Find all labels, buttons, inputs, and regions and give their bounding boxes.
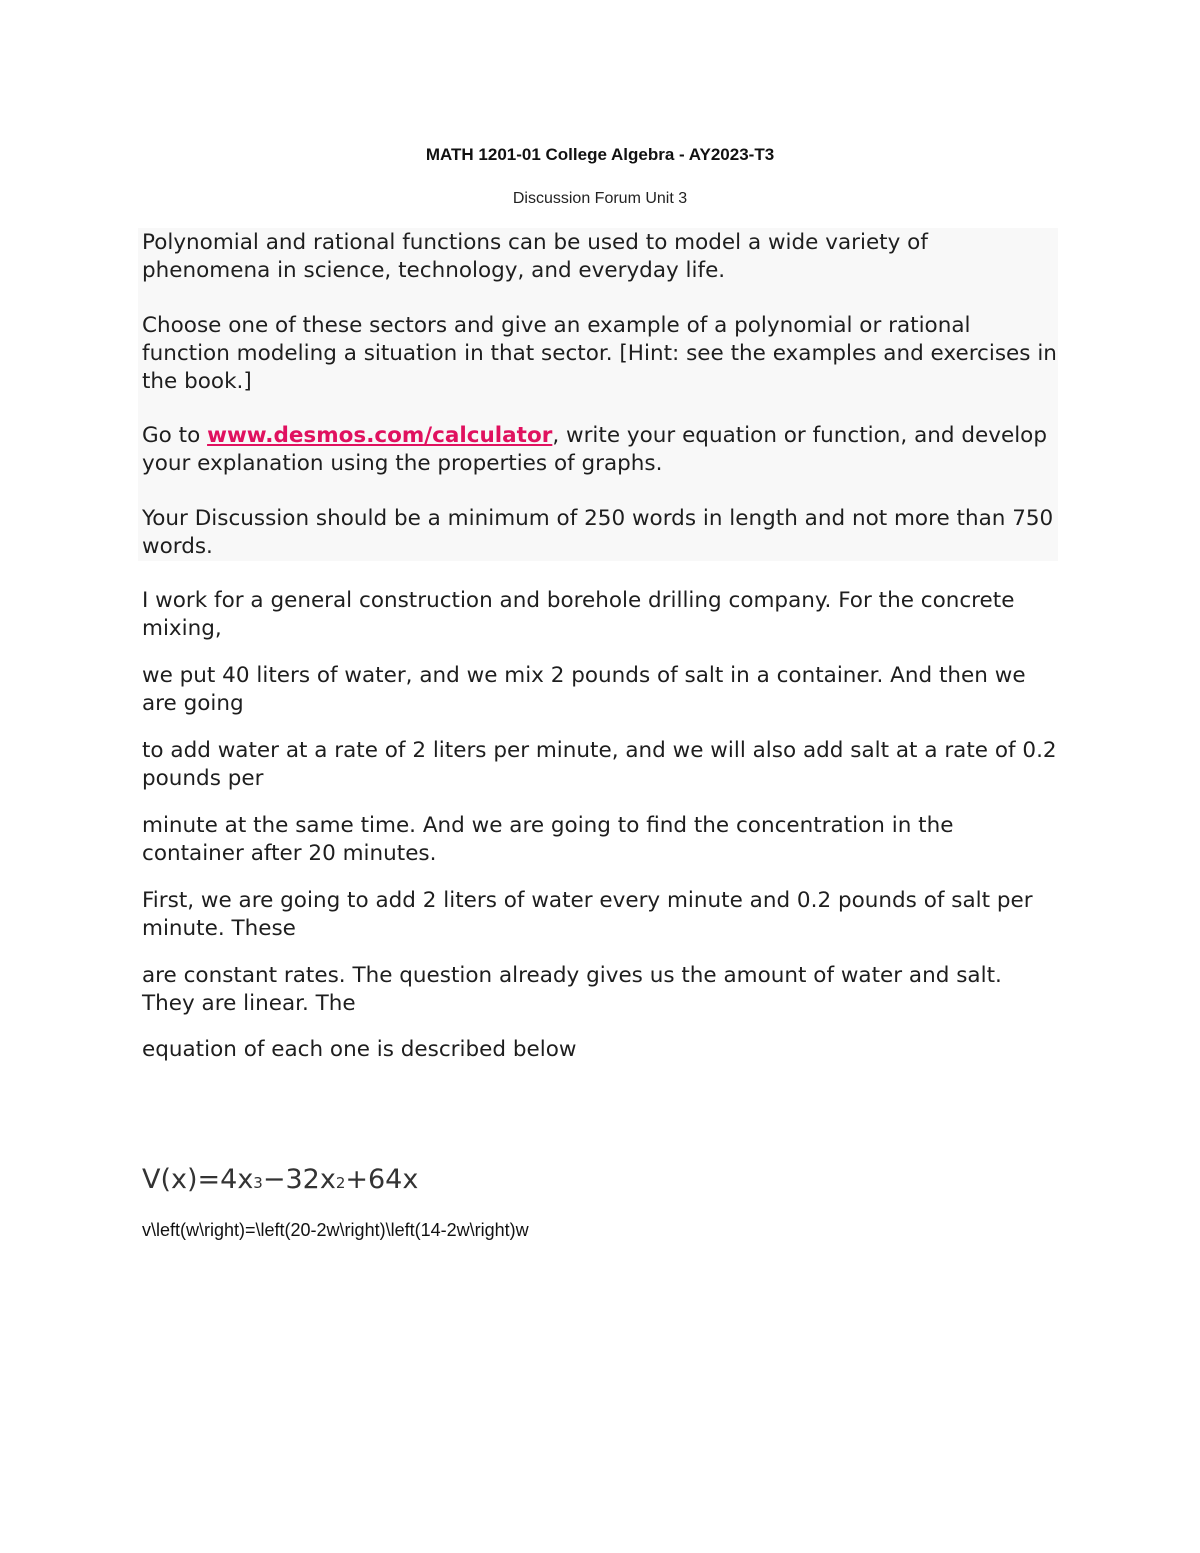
formula-part-3: +64x bbox=[345, 1164, 419, 1195]
formula-exponent-1: 3 bbox=[253, 1174, 263, 1192]
prompt-paragraph-2: Choose one of these sectors and give an example of a polynomial or rational function modeling a situation in that sector. [Hint: see the examples and exercises in the book.] bbox=[142, 313, 1057, 394]
formula-exponent-2: 2 bbox=[335, 1174, 346, 1192]
response-paragraph-4: minute at the same time. And we are going to find the concentration in the container after 20 minutes. bbox=[142, 813, 954, 866]
prompt-paragraph-1: Polynomial and rational functions can be used to model a wide variety of phenomena in science, technology, and everyday life. bbox=[142, 230, 928, 283]
volume-formula bbox=[142, 1163, 418, 1200]
document-subtitle: Discussion Forum Unit 3 bbox=[512, 190, 688, 207]
prompt-paragraph-3-start: Go to bbox=[142, 423, 208, 448]
response-paragraph-6: are constant rates. The question already gives us the amount of water and salt. They are linear. The bbox=[142, 963, 1002, 1016]
response-paragraph-7: equation of each one is described below bbox=[142, 1037, 577, 1062]
response-paragraph-3: to add water at a rate of 2 liters per minute, and we will also add salt at a rate of 0.2 pounds per bbox=[142, 738, 1057, 791]
formula-part-2: −32x bbox=[262, 1164, 336, 1195]
response-paragraph-5: First, we are going to add 2 liters of water every minute and 0.2 pounds of salt per minute. These bbox=[142, 888, 1033, 941]
response-paragraph-2: we put 40 liters of water, and we mix 2 pounds of salt in a container. And then we are going bbox=[142, 663, 1026, 716]
latex-formula-line: v\left(w\right)=\left(20-2w\right)\left(14-2w\right)w bbox=[142, 1220, 529, 1240]
desmos-link[interactable]: www.desmos.com/calculator bbox=[207, 423, 553, 448]
formula-part-1: V(x)=4x bbox=[142, 1164, 254, 1195]
prompt-paragraph-3-end: , write your equation or function, and develop your explanation using the properties of graphs. bbox=[142, 423, 1047, 476]
response-paragraph-1: I work for a general construction and borehole drilling company. For the concrete mixing, bbox=[142, 588, 1015, 641]
document-title: MATH 1201-01 College Algebra - AY2023-T3 bbox=[425, 145, 775, 164]
prompt-paragraph-3 bbox=[142, 422, 1057, 478]
prompt-paragraph-4: Your Discussion should be a minimum of 250 words in length and not more than 750 words. bbox=[142, 506, 1054, 559]
